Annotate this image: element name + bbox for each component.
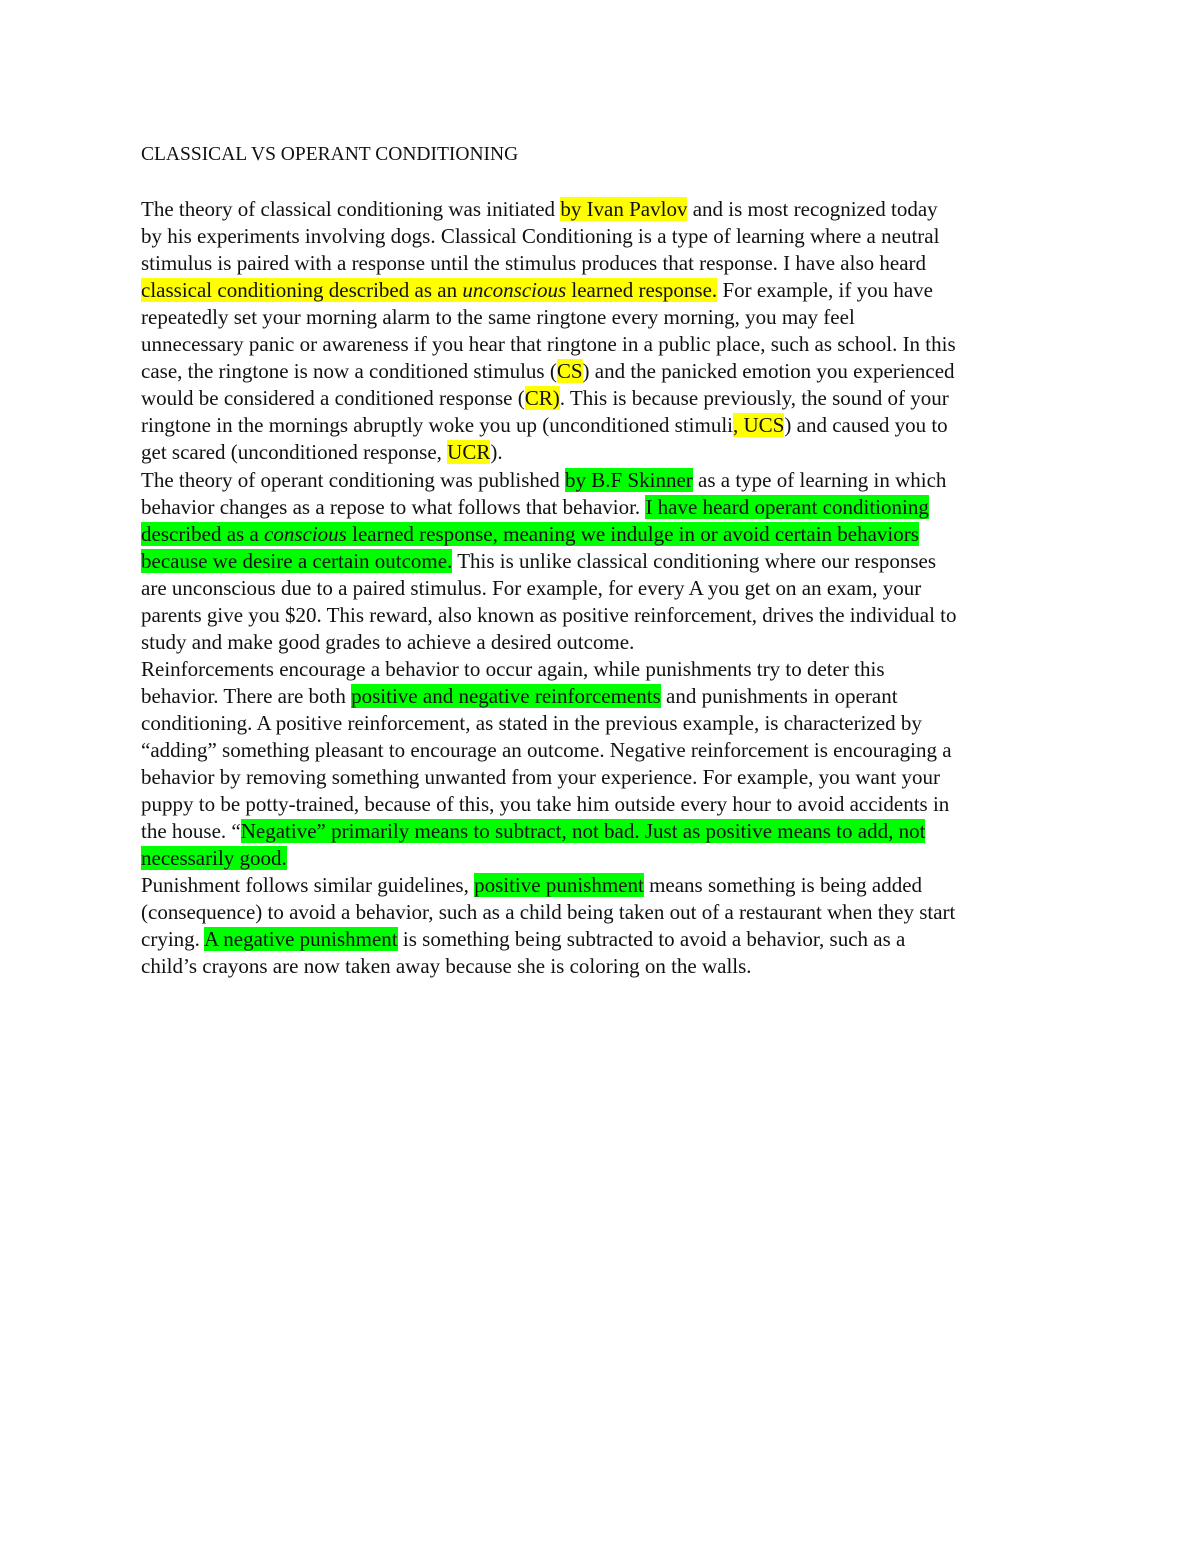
text-line: get scared (unconditioned response, UCR). [141, 440, 503, 464]
highlight-yellow: CR) [524, 386, 560, 410]
highlight-yellow: by Ivan Pavlov [560, 197, 688, 221]
highlight-yellow: UCR [447, 440, 491, 464]
highlight-green: described as a conscious learned response, meaning we indulge in or avoid certain behaviors [141, 522, 919, 546]
text-line: behavior by removing something unwanted from your experience. For example, you want your [141, 765, 940, 789]
text-line: child’s crayons are now taken away because she is coloring on the walls. [141, 954, 752, 978]
text-line: puppy to be potty-trained, because of this, you take him outside every hour to avoid accidents in [141, 792, 950, 816]
highlight-yellow: CS [556, 359, 583, 383]
text-line: case, the ringtone is now a conditioned stimulus (CS) and the panicked emotion you experienced [141, 359, 955, 383]
highlight-green: positive and negative reinforcements [351, 684, 661, 708]
text-line: crying. A negative punishment is something being subtracted to avoid a behavior, such as a [141, 927, 906, 951]
highlight-green: necessarily good. [141, 846, 287, 870]
paragraph-reinforcements [141, 656, 952, 872]
text-line: the house. “Negative” primarily means to subtract, not bad. Just as positive means to add, not [141, 819, 926, 843]
paragraph-punishment [141, 872, 955, 980]
text-line: study and make good grades to achieve a desired outcome. [141, 630, 635, 654]
text-line: classical conditioning described as an unconscious learned response. For example, if you have [141, 278, 933, 302]
text-line [141, 521, 957, 548]
text-line: parents give you $20. This reward, also known as positive reinforcement, drives the individual to [141, 603, 957, 627]
highlight-green: Negative” primarily means to subtract, not bad. Just as positive means to add, not [240, 819, 926, 843]
paragraph-operant [141, 467, 957, 656]
text-line: would be considered a conditioned response (CR). This is because previously, the sound of your [141, 386, 949, 410]
text-line: repeatedly set your morning alarm to the same ringtone every morning, you may feel [141, 305, 855, 329]
text-line: “adding” something pleasant to encourage an outcome. Negative reinforcement is encouraging a [141, 738, 952, 762]
text-line: by his experiments involving dogs. Classical Conditioning is a type of learning where a neutral [141, 224, 940, 248]
paragraph-classical [141, 196, 956, 466]
highlight-yellow: , UCS [733, 413, 785, 437]
text-line: behavior. There are both positive and negative reinforcements and punishments in operant [141, 684, 898, 708]
text-line: ringtone in the mornings abruptly woke you up (unconditioned stimuli, UCS) and caused you to [141, 413, 948, 437]
document-title: CLASSICAL VS OPERANT CONDITIONING [141, 144, 519, 165]
highlight-green: positive punishment [474, 873, 644, 897]
text-line: are unconscious due to a paired stimulus. For example, for every A you get on an exam, your [141, 576, 922, 600]
highlight-green: by B.F Skinner [565, 468, 693, 492]
highlight-green: because we desire a certain outcome. [141, 549, 453, 573]
text-line: stimulus is paired with a response until the stimulus produces that response. I have also heard [141, 251, 927, 275]
highlight-yellow: classical conditioning described as an unconscious learned response. [141, 278, 718, 302]
highlight-green: A negative punishment [204, 927, 398, 951]
text-line: The theory of classical conditioning was initiated by Ivan Pavlov and is most recognized today [141, 197, 938, 221]
text-line: unnecessary panic or awareness if you hear that ringtone in a public place, such as school. In this [141, 332, 956, 356]
text-line: because we desire a certain outcome. This is unlike classical conditioning where our responses [141, 549, 937, 573]
text-line [141, 845, 952, 872]
text-line: behavior changes as a repose to what follows that behavior. I have heard operant conditioning [141, 495, 929, 519]
text-line: conditioning. A positive reinforcement, as stated in the previous example, is characterized by [141, 711, 922, 735]
text-line: The theory of operant conditioning was published by B.F Skinner as a type of learning in which [141, 468, 947, 492]
text-line: Punishment follows similar guidelines, positive punishment means something is being added [141, 873, 923, 897]
text-line: Reinforcements encourage a behavior to occur again, while punishments try to deter this [141, 657, 885, 681]
highlight-green: I have heard operant conditioning [645, 495, 929, 519]
text-line: (consequence) to avoid a behavior, such as a child being taken out of a restaurant when they start [141, 900, 956, 924]
